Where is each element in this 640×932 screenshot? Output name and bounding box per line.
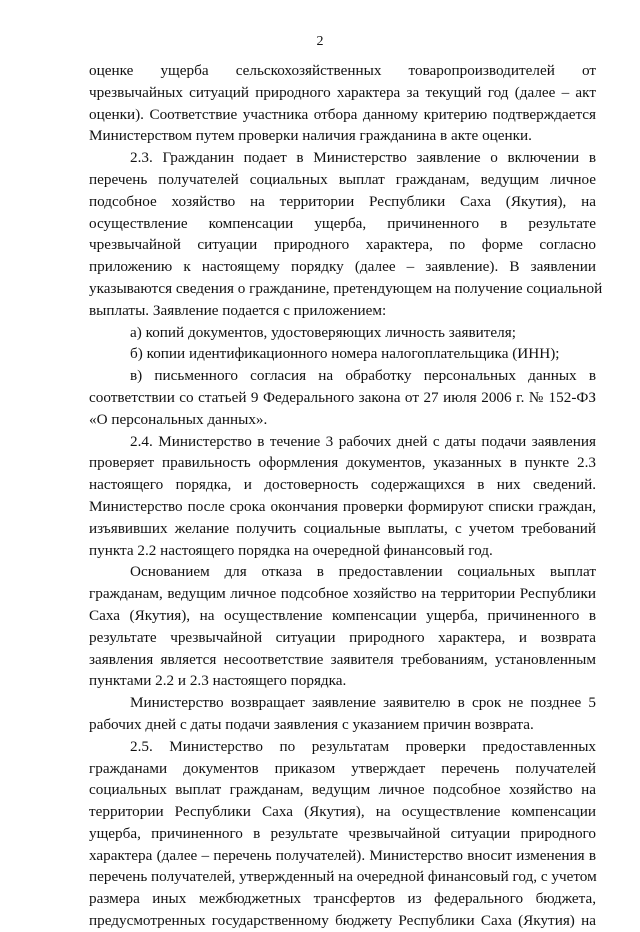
text-line: Министерством путем проверки наличия гражданина в акте оценки.	[89, 127, 532, 145]
text-line: Министерство после срока окончания проверки формируют списки граждан,	[89, 497, 596, 515]
text-line: оценке ущерба сельскохозяйственных товаропроизводителей от	[89, 62, 596, 79]
text-line: приложению к настоящему порядку (далее – заявление). В заявлении	[89, 258, 596, 276]
text-line: указываются сведения о гражданине, претендующем на получение социальной	[89, 279, 603, 297]
text-line: результате чрезвычайной ситуации природного характера, и возврата	[89, 628, 596, 646]
text-line: предусмотренных государственному бюджету Республики Саха (Якутия) на	[89, 912, 596, 930]
text-line: размера иных межбюджетных трансфертов из федерального бюджета,	[89, 890, 596, 908]
text-line: 2.5. Министерство по результатам проверки предоставленных	[130, 737, 596, 755]
text-line: осуществление компенсации ущерба, причиненного в результате	[89, 214, 596, 232]
text-line: настоящего порядка, и достоверность содержащихся в них сведений.	[89, 476, 596, 494]
text-line: б) копии идентификационного номера налогоплательщика (ИНН);	[130, 345, 560, 363]
text-line: оценки). Соответствие участника отбора данному критерию подтверждается	[89, 105, 596, 123]
text-line: проверяет правильность оформления документов, указанных в пункте 2.3	[89, 454, 596, 472]
text-line: чрезвычайной ситуации природного характера, по форме согласно	[89, 236, 596, 254]
text-line: «О персональных данных».	[89, 410, 268, 428]
text-line: заявления является несоответствие заявителя требованиям, установленным	[89, 650, 596, 668]
text-line: Министерство возвращает заявление заявителю в срок не позднее 5	[130, 694, 596, 712]
text-line: изъявивших желание получить социальные выплаты, с учетом требований	[89, 519, 596, 537]
text-line: гражданам, ведущим личное подсобное хозяйство на территории Республики	[89, 585, 596, 603]
text-line: в) письменного согласия на обработку персональных данных в	[130, 367, 596, 385]
text-line: подсобное хозяйство на территории Республики Саха (Якутия), на	[89, 192, 596, 210]
page-number: 2	[316, 34, 324, 49]
text-line: соответствии со статьей 9 Федерального закона от 27 июля 2006 г. № 152-ФЗ	[89, 388, 596, 406]
text-line: перечень получателей, утвержденный на очередной финансовый год, с учетом	[89, 868, 597, 886]
text-line: социальных выплат гражданам, ведущим личное подсобное хозяйство на	[89, 781, 596, 799]
text-line: Саха (Якутия), на осуществление компенсации ущерба, причиненного в	[89, 606, 596, 624]
text-line: 2.3. Гражданин подает в Министерство заявление о включении в	[130, 149, 596, 167]
text-line: выплаты. Заявление подается с приложением:	[89, 301, 387, 319]
text-line: пункта 2.2 настоящего порядка на очередной финансовый год.	[89, 541, 493, 559]
text-line: рабочих дней с даты подачи заявления с указанием причин возврата.	[89, 715, 534, 733]
text-line: 2.4. Министерство в течение 3 рабочих дней с даты подачи заявления	[130, 432, 596, 450]
text-line: перечень получателей социальных выплат гражданам, ведущим личное	[89, 170, 596, 188]
text-line: характера (далее – перечень получателей). Министерство вносит изменения в	[89, 846, 596, 864]
text-line: гражданами документов приказом утверждает перечень получателей	[89, 759, 596, 777]
text-line: территории Республики Саха (Якутия), на осуществление компенсации	[89, 803, 596, 821]
text-line: Основанием для отказа в предоставлении социальных выплат	[130, 563, 596, 581]
text-line: ущерба, причиненного в результате чрезвычайной ситуации природного	[89, 824, 596, 842]
text-line: чрезвычайных ситуаций природного характера за текущий год (далее – акт	[89, 83, 596, 101]
text-line: а) копий документов, удостоверяющих личность заявителя;	[130, 323, 516, 341]
text-line: пунктами 2.2 и 2.3 настоящего порядка.	[89, 672, 347, 690]
document-body	[89, 60, 603, 932]
